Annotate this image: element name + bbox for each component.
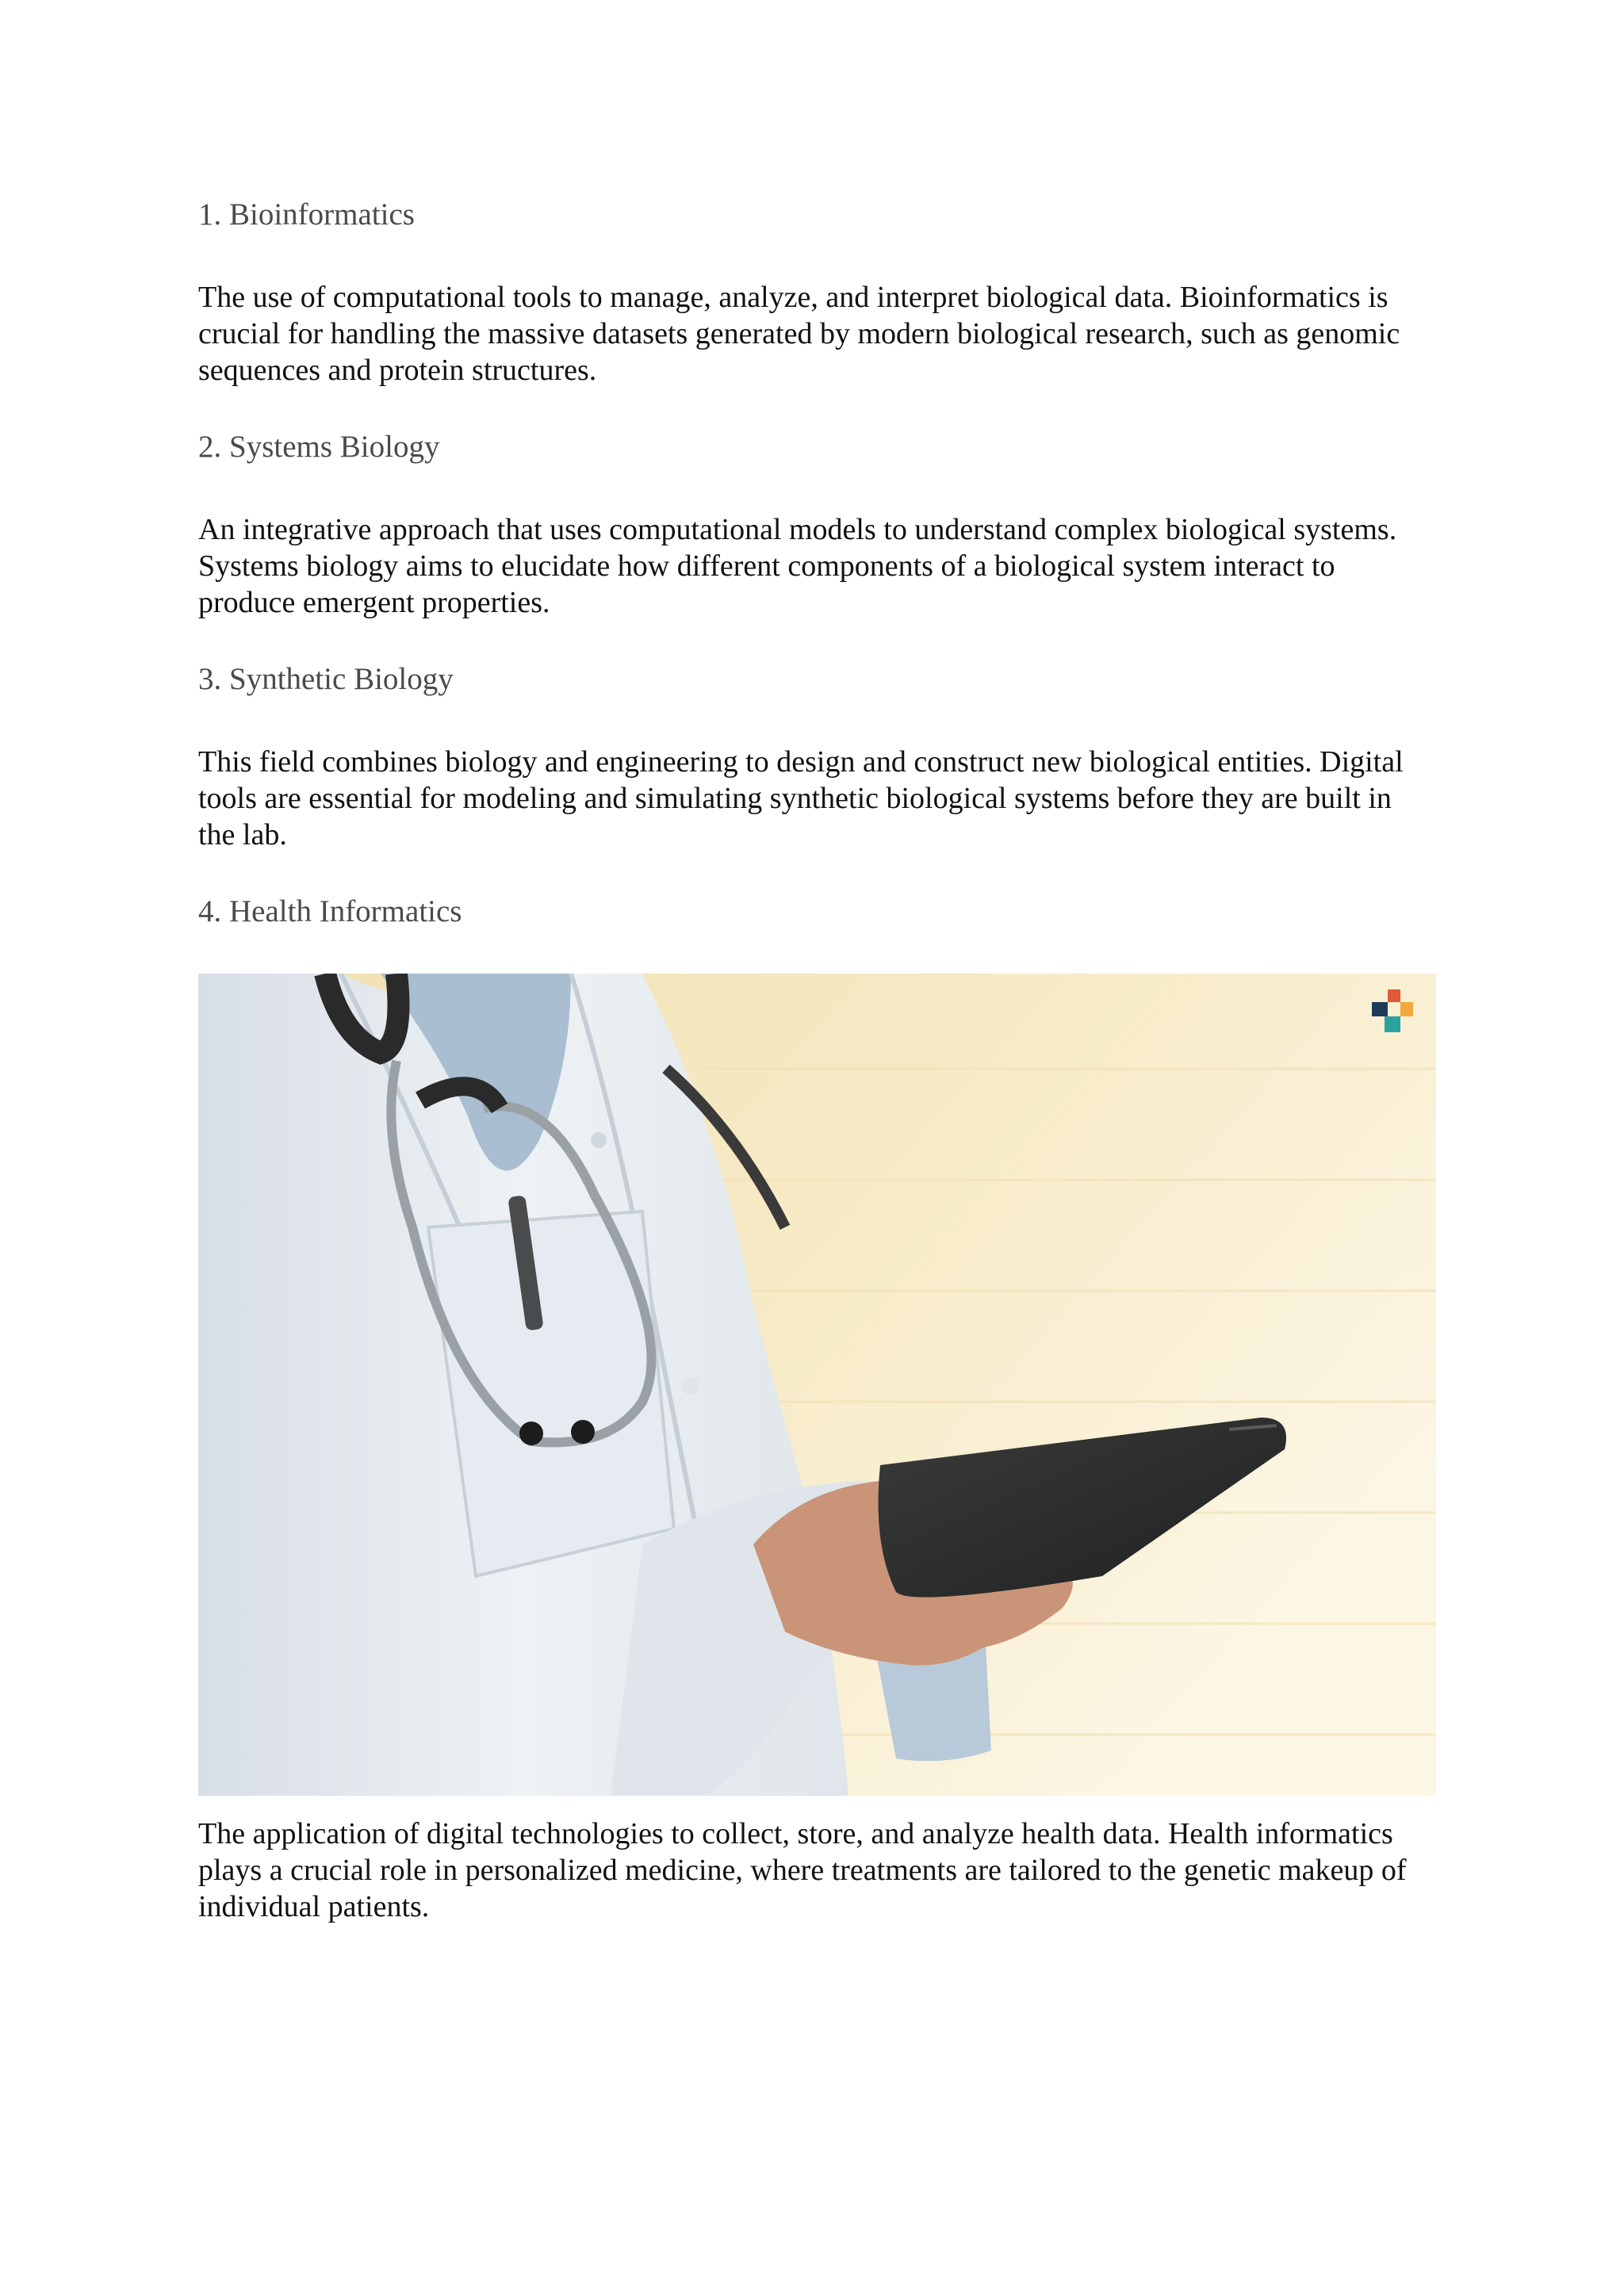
section-body-synthetic-biology: This field combines biology and engineering to design and construct new biological entities. Digital tools are essential for modeling and simulating synthetic biological systems before they are built in the lab. (198, 745, 1404, 851)
section-body-health-informatics: The application of digital technologies to collect, store, and analyze health data. Health informatics plays a crucial role in personalized medicine, where treatments are tailored to the genetic makeup of individual patients. (198, 1817, 1407, 1923)
section-body-bioinformatics: The use of computational tools to manage, analyze, and interpret biological data. Bioinformatics is crucial for handling the massive datasets generated by modern biological research, such as genomic sequences and protein structures. (198, 281, 1400, 387)
doctor-tablet-photo (198, 974, 1436, 1796)
section-heading-systems-biology: 2. Systems Biology (198, 430, 440, 464)
section-body-systems-biology: An integrative approach that uses computational models to understand complex biological systems. Systems biology aims to elucidate how different components of a biological system interact to produce emergent properties. (198, 513, 1397, 619)
section-heading-synthetic-biology: 3. Synthetic Biology (198, 662, 454, 696)
section-heading-bioinformatics: 1. Bioinformatics (198, 197, 415, 232)
section-heading-health-informatics: 4. Health Informatics (198, 894, 462, 928)
